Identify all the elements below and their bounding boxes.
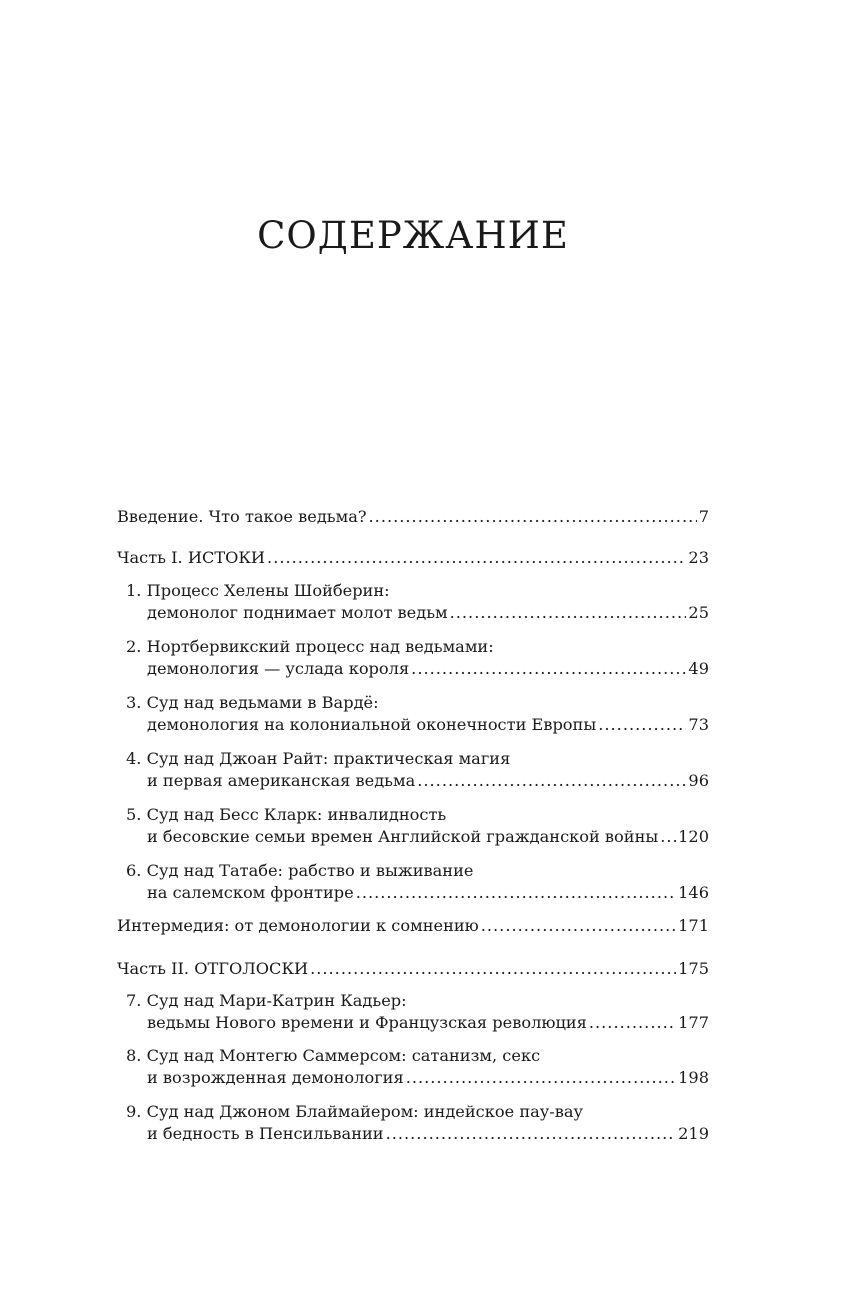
- dot-leader: [660, 826, 676, 842]
- toc-entry-title: 2. Нортбервикский процесс над ведьмами:: [126, 637, 494, 656]
- toc-entry-chapter-3[interactable]: [117, 692, 709, 736]
- toc-entry-subtitle: ведьмы Нового времени и Французская революция: [147, 1013, 587, 1033]
- toc-entry-title: 5. Суд над Бесс Кларк: инвалидность: [126, 805, 447, 824]
- toc-page-number: 146: [678, 883, 709, 903]
- dot-leader: [589, 1012, 676, 1028]
- page-title: СОДЕРЖАНИЕ: [257, 214, 569, 257]
- toc-entry-title: 7. Суд над Мари-Катрин Кадьер:: [126, 991, 407, 1010]
- toc-entry-part-2[interactable]: [117, 958, 709, 980]
- toc-entry-chapter-8[interactable]: [117, 1045, 709, 1089]
- toc-page-number: 23: [688, 548, 709, 568]
- toc-page-number: 177: [678, 1013, 709, 1033]
- dot-leader: [406, 1067, 676, 1083]
- dot-leader: [369, 506, 697, 522]
- toc-entry-chapter-4[interactable]: [117, 748, 709, 792]
- toc-entry-chapter-9[interactable]: [117, 1101, 709, 1145]
- toc-entry-chapter-1[interactable]: [117, 580, 709, 624]
- toc-entry-subtitle: и бедность в Пенсильвании: [147, 1124, 384, 1144]
- toc-entry-subtitle: демонолог поднимает молот ведьм: [147, 603, 448, 623]
- toc-entry-title: Часть I. ИСТОКИ: [117, 548, 266, 568]
- toc-entry-title: Введение. Что такое ведьма?: [117, 507, 367, 527]
- toc-page-number: 25: [688, 603, 709, 623]
- toc-entry-introduction[interactable]: [117, 506, 709, 528]
- toc-entry-subtitle: демонология на колониальной оконечности Европы: [147, 715, 597, 735]
- toc-page-number: 198: [678, 1068, 709, 1088]
- toc-entry-chapter-6[interactable]: [117, 860, 709, 904]
- dot-leader: [310, 958, 676, 974]
- dot-leader: [356, 882, 676, 898]
- toc-page-number: 73: [688, 715, 709, 735]
- toc-entry-subtitle: и бесовские семьи времен Английской гражданской войны: [147, 827, 659, 847]
- toc-entry-chapter-5[interactable]: [117, 804, 709, 848]
- toc-page-number: 120: [678, 827, 709, 847]
- toc-page-number: 96: [688, 771, 709, 791]
- toc-page-number: 219: [678, 1124, 709, 1144]
- toc-entry-title: 8. Суд над Монтегю Саммерсом: сатанизм, секс: [126, 1046, 541, 1065]
- dot-leader: [450, 602, 687, 618]
- dot-leader: [411, 658, 686, 674]
- toc-entry-title: 4. Суд над Джоан Райт: практическая магия: [126, 749, 511, 768]
- toc-entry-subtitle: на салемском фронтире: [147, 883, 354, 903]
- toc-page-number: 7: [698, 507, 709, 527]
- toc-entry-subtitle: демонология — услада короля: [147, 659, 410, 679]
- dot-leader: [598, 714, 686, 730]
- dot-leader: [267, 547, 686, 563]
- toc-entry-subtitle: и возрожденная демонология: [147, 1068, 404, 1088]
- toc-entry-part-1[interactable]: [117, 547, 709, 569]
- toc-page-number: 171: [678, 916, 709, 936]
- dot-leader: [417, 770, 686, 786]
- toc-entry-title: 9. Суд над Джоном Блаймайером: индейское пау-вау: [126, 1102, 584, 1121]
- toc-entry-title: 1. Процесс Хелены Шойберин:: [126, 581, 390, 600]
- toc-page-number: 49: [688, 659, 709, 679]
- toc-entry-interlude[interactable]: [117, 915, 709, 937]
- dot-leader: [386, 1123, 677, 1139]
- toc-entry-subtitle: и первая американская ведьма: [147, 771, 416, 791]
- toc-entry-chapter-7[interactable]: [117, 990, 709, 1034]
- toc-page-number: 175: [678, 959, 709, 979]
- dot-leader: [481, 915, 676, 931]
- toc-entry-title: Часть II. ОТГОЛОСКИ: [117, 959, 309, 979]
- toc-entry-title: 3. Суд над ведьмами в Вардё:: [126, 693, 379, 712]
- toc-entry-chapter-2[interactable]: [117, 636, 709, 680]
- toc-entry-title: Интермедия: от демонологии к сомнению: [117, 916, 479, 936]
- toc-entry-title: 6. Суд над Татабе: рабство и выживание: [126, 861, 474, 880]
